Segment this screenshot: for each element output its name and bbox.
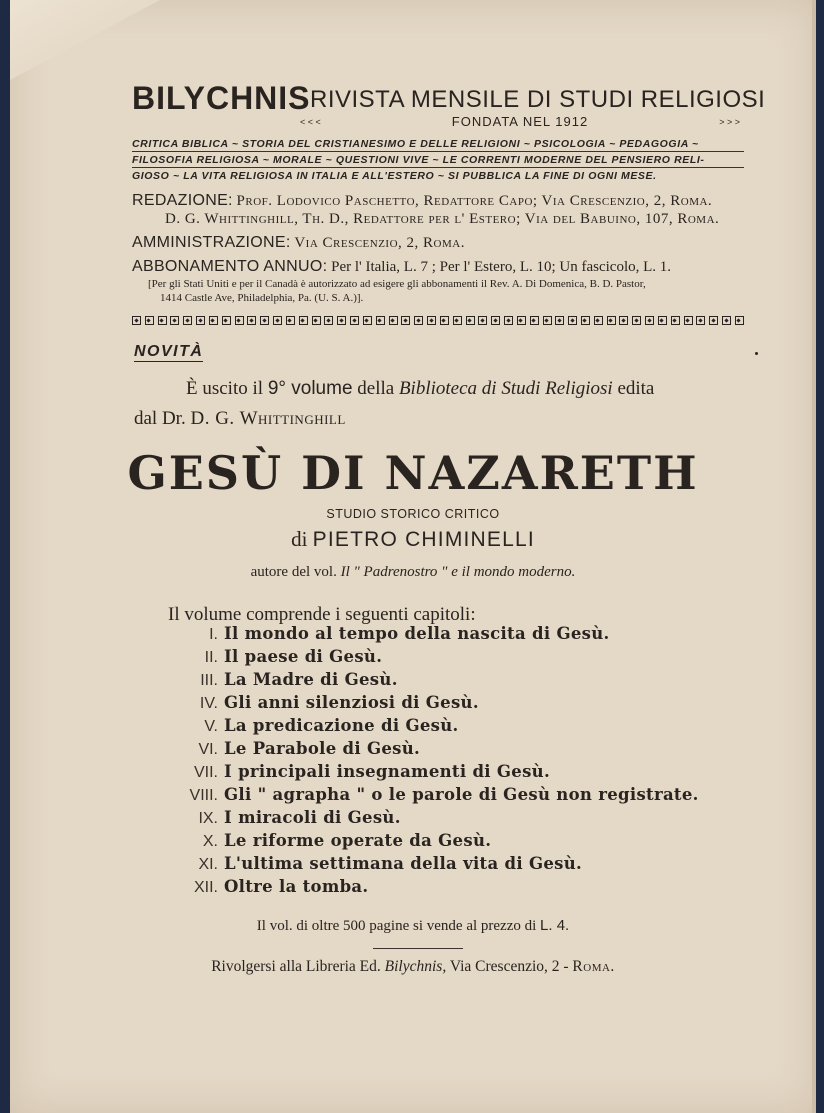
novita-heading: NOVITÀ	[134, 343, 204, 360]
journal-subtitle: RIVISTA MENSILE DI STUDI RELIGIOSI	[310, 86, 766, 113]
chapter-title: Le riforme operate da Gesù.	[224, 831, 492, 850]
ornament-box	[722, 316, 731, 325]
ornament-box	[324, 316, 333, 325]
chapter-item	[160, 739, 760, 762]
ornamental-border	[132, 316, 744, 328]
redazione-line	[132, 192, 712, 210]
subscription-note-2: 1414 Castle Ave, Philadelphia, Pa. (U. S. A.)].	[160, 292, 364, 304]
book-subtitle: STUDIO STORICO CRITICO	[326, 507, 500, 521]
amministrazione-text: Via Crescenzio, 2, Roma.	[294, 235, 465, 251]
chapter-number: II.	[204, 649, 218, 666]
chapter-number: III.	[200, 672, 218, 689]
journal-name: BILYCHNIS	[132, 80, 311, 116]
ornament-box	[376, 316, 385, 325]
chapter-number: VIII.	[189, 787, 218, 804]
page-edge	[812, 0, 816, 1113]
ornament-box	[414, 316, 423, 325]
chapter-title: Gli " agrapha " o le parole di Gesù non registrate.	[224, 785, 699, 804]
intro-text-c: edita	[617, 378, 655, 399]
book-title: GESÙ DI NAZARETH	[127, 446, 699, 500]
ornament-box	[286, 316, 295, 325]
ornament-box	[517, 316, 526, 325]
ornament-box	[158, 316, 167, 325]
abbonamento-text: Per l' Italia, L. 7 ; Per l' Estero, L. 10; Un fascicolo, L. 1.	[331, 259, 672, 275]
ornament-box	[568, 316, 577, 325]
ornament-box	[273, 316, 282, 325]
ornament-box	[504, 316, 513, 325]
ornament-box	[581, 316, 590, 325]
volume-number: 9° volume	[267, 378, 353, 399]
intro-text-a: È uscito il	[186, 378, 264, 399]
intro-text-d: dal Dr.	[134, 408, 186, 429]
abbonamento-line	[132, 258, 671, 276]
topics-line-2: FILOSOFIA RELIGIOSA ~ MORALE ~ QUESTIONI VIVE ~ LE CORRENTI MODERNE DEL PENSIERO RELI-	[132, 154, 744, 168]
topics-line-3: GIOSO ~ LA VITA RELIGIOSA IN ITALIA E ALL'ESTERO ~ SI PUBBLICA LA FINE DI OGNI MESE.	[132, 170, 657, 182]
ornament-box	[299, 316, 308, 325]
document-page	[10, 0, 816, 1113]
ornament-box	[466, 316, 475, 325]
ornament-box	[337, 316, 346, 325]
founded-text: FONDATA NEL 1912	[451, 114, 589, 129]
city-name: Roma.	[572, 958, 615, 975]
ornament-box	[209, 316, 218, 325]
founded-row	[300, 114, 740, 129]
ornament-box	[453, 316, 462, 325]
subscription-note-1: [Per gli Stati Uniti e per il Canadà è autorizzato ad esigere gli abbonamenti il Rev. A. Di Domenica, B. D. Pastor,	[148, 278, 646, 290]
chapter-item	[160, 785, 760, 808]
topics-line-1: CRITICA BIBLICA ~ STORIA DEL CRISTIANESIMO E DELLE RELIGIONI ~ PSICOLOGIA ~ PEDAGOGIA ~	[132, 138, 744, 152]
ornament-box	[427, 316, 436, 325]
price-amount: L. 4.	[540, 917, 570, 934]
ornament-box	[543, 316, 552, 325]
ornament-box	[478, 316, 487, 325]
ornament-box	[350, 316, 359, 325]
ornament-box	[145, 316, 154, 325]
ornament-box	[440, 316, 449, 325]
chapter-item	[160, 670, 760, 693]
chapter-item	[160, 831, 760, 854]
chapter-title: Oltre la tomba.	[224, 877, 369, 896]
chapter-number: IV.	[199, 695, 218, 712]
contact-text-a: Rivolgersi alla Libreria Ed.	[211, 958, 381, 975]
redazione-label: REDAZIONE:	[132, 192, 233, 209]
chapter-number: XI.	[198, 856, 218, 873]
chapter-title: Gli anni silenziosi di Gesù.	[224, 693, 479, 712]
chapter-item	[160, 808, 760, 831]
ornament-box	[530, 316, 539, 325]
intro-line-2	[134, 408, 346, 430]
ornament-box	[671, 316, 680, 325]
abbonamento-label: ABBONAMENTO ANNUO:	[132, 258, 328, 275]
chapter-number: X.	[202, 833, 218, 850]
chapter-number: VI.	[198, 741, 218, 758]
ornament-box	[260, 316, 269, 325]
chapter-title: Le Parabole di Gesù.	[224, 739, 421, 758]
arrow-left-ornament: < < <	[300, 116, 321, 127]
author-note-a: autore del vol.	[250, 564, 337, 580]
redazione-text-2: D. G. Whittinghill, Th. D., Redattore per l' Estero; Via del Babuino, 107, Roma.	[165, 211, 720, 227]
chapter-title: La predicazione di Gesù.	[224, 716, 459, 735]
arrow-right-ornament: > > >	[719, 116, 740, 127]
chapter-item	[160, 854, 760, 877]
ornament-box	[401, 316, 410, 325]
ornament-box	[183, 316, 192, 325]
divider-rule	[373, 948, 463, 949]
ornament-box	[389, 316, 398, 325]
intro-text-b: della	[357, 378, 395, 399]
chapter-number: V.	[204, 718, 218, 735]
intro-line-1	[186, 378, 654, 400]
ornament-box	[222, 316, 231, 325]
amministrazione-label: AMMINISTRAZIONE:	[132, 234, 291, 251]
editor-name: D. G. Whittinghill	[190, 408, 346, 429]
contact-line	[10, 958, 816, 976]
chapter-title: I principali insegnamenti di Gesù.	[224, 762, 551, 781]
ornament-box	[594, 316, 603, 325]
amministrazione-line	[132, 234, 465, 252]
ornament-box	[491, 316, 500, 325]
ornament-box	[363, 316, 372, 325]
chapter-title: Il mondo al tempo della nascita di Gesù.	[224, 624, 610, 643]
chapter-item	[160, 716, 760, 739]
folded-corner	[10, 0, 160, 80]
ornament-box	[607, 316, 616, 325]
ornament-box	[170, 316, 179, 325]
chapter-title: L'ultima settimana della vita di Gesù.	[224, 854, 583, 873]
chapter-item	[160, 693, 760, 716]
chapter-number: XII.	[193, 879, 218, 896]
publisher-name: Bilychnis,	[384, 958, 447, 975]
ornament-box	[709, 316, 718, 325]
chapter-number: VII.	[193, 764, 218, 781]
chapter-number: I.	[209, 626, 218, 643]
ornament-box	[312, 316, 321, 325]
series-name: Biblioteca di Studi Religiosi	[398, 378, 613, 399]
ornament-box	[645, 316, 654, 325]
author-prefix: di	[291, 527, 308, 551]
ornament-box	[235, 316, 244, 325]
ornament-box	[735, 316, 744, 325]
ornament-box	[632, 316, 641, 325]
chapter-list	[160, 624, 760, 900]
ink-speck	[755, 352, 758, 355]
ornament-box	[619, 316, 628, 325]
ornament-box	[696, 316, 705, 325]
chapter-item	[160, 877, 760, 900]
ornament-box	[684, 316, 693, 325]
author-note	[10, 564, 816, 581]
chapter-item	[160, 647, 760, 670]
redazione-text: Prof. Lodovico Paschetto, Redattore Capo; Via Crescenzio, 2, Roma.	[236, 193, 713, 209]
chapter-title: La Madre di Gesù.	[224, 670, 398, 689]
redazione-line-2	[165, 211, 719, 228]
chapter-number: IX.	[198, 810, 218, 827]
contact-text-b: Via Crescenzio, 2 -	[449, 958, 569, 975]
author-note-b: Il " Padrenostro " e il mondo moderno.	[340, 564, 576, 580]
ornament-box	[247, 316, 256, 325]
author-name: PIETRO CHIMINELLI	[312, 528, 535, 551]
author-line	[10, 527, 816, 552]
ornament-box	[132, 316, 141, 325]
ornament-box	[196, 316, 205, 325]
chapter-item	[160, 762, 760, 785]
price-line	[10, 917, 816, 935]
chapter-title: I miracoli di Gesù.	[224, 808, 401, 827]
chapter-item	[160, 624, 760, 647]
chapter-title: Il paese di Gesù.	[224, 647, 383, 666]
ornament-box	[658, 316, 667, 325]
ornament-box	[555, 316, 564, 325]
chapters-intro: Il volume comprende i seguenti capitoli:	[168, 604, 476, 625]
price-text: Il vol. di oltre 500 pagine si vende al prezzo di	[256, 918, 537, 934]
